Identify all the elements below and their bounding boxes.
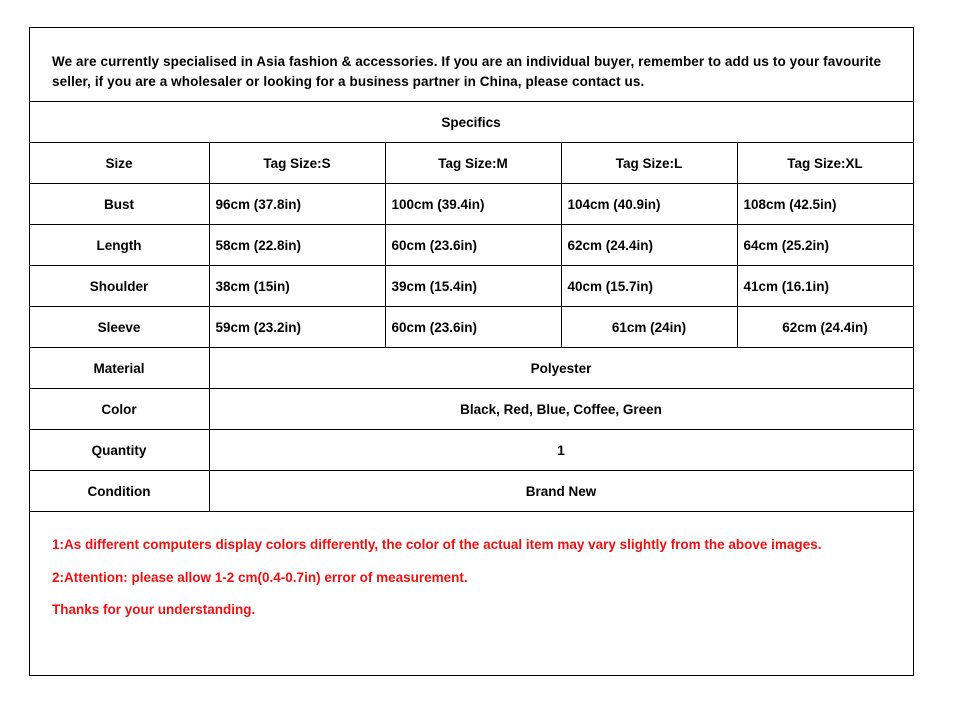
header-size-m: Tag Size:M <box>385 143 561 184</box>
notes-section <box>30 512 913 617</box>
row-label-sleeve: Sleeve <box>29 307 209 348</box>
length-l: 62cm (24.4in) <box>561 225 737 266</box>
intro-paragraph: We are currently specialised in Asia fashion & accessories. If you are an individual buyer, remember to add us to your favourite seller, if you are a wholesaler or looking for a business partner in China, please contact us. <box>52 54 882 89</box>
length-xl: 64cm (25.2in) <box>737 225 913 266</box>
row-label-condition: Condition <box>29 471 209 512</box>
row-label-length: Length <box>29 225 209 266</box>
sleeve-m: 60cm (23.6in) <box>385 307 561 348</box>
row-label-quantity: Quantity <box>29 430 209 471</box>
shoulder-l: 40cm (15.7in) <box>561 266 737 307</box>
row-label-color: Color <box>29 389 209 430</box>
row-label-bust: Bust <box>29 184 209 225</box>
table-row <box>29 348 913 389</box>
quantity-value: 1 <box>209 430 913 471</box>
header-size-l: Tag Size:L <box>561 143 737 184</box>
header-size-xl: Tag Size:XL <box>737 143 913 184</box>
sleeve-l: 61cm (24in) <box>561 307 737 348</box>
header-size-s: Tag Size:S <box>209 143 385 184</box>
note-measurement-tolerance: 2:Attention: please allow 1-2 cm(0.4-0.7in) error of measurement. <box>52 569 468 585</box>
shoulder-m: 39cm (15.4in) <box>385 266 561 307</box>
table-row <box>29 225 913 266</box>
bust-s: 96cm (37.8in) <box>209 184 385 225</box>
note-thanks: Thanks for your understanding. <box>52 602 256 618</box>
sleeve-s: 59cm (23.2in) <box>209 307 385 348</box>
sleeve-xl: 62cm (24.4in) <box>737 307 913 348</box>
table-row <box>29 266 913 307</box>
table-row <box>29 307 913 348</box>
row-label-shoulder: Shoulder <box>29 266 209 307</box>
header-size-label: Size <box>29 143 209 184</box>
table-row <box>29 389 913 430</box>
table-row <box>29 184 913 225</box>
shoulder-xl: 41cm (16.1in) <box>737 266 913 307</box>
color-value: Black, Red, Blue, Coffee, Green <box>209 389 913 430</box>
specifics-table <box>29 101 914 512</box>
table-title: Specifics <box>29 102 913 143</box>
table-title-row <box>29 102 913 143</box>
length-m: 60cm (23.6in) <box>385 225 561 266</box>
bust-xl: 108cm (42.5in) <box>737 184 913 225</box>
table-row <box>29 471 913 512</box>
condition-value: Brand New <box>209 471 913 512</box>
row-label-material: Material <box>29 348 209 389</box>
product-details-panel <box>29 27 914 676</box>
table-row <box>29 430 913 471</box>
bust-m: 100cm (39.4in) <box>385 184 561 225</box>
note-color-disclaimer: 1:As different computers display colors differently, the color of the actual item may vary slightly from the above images. <box>52 537 822 553</box>
table-header-row <box>29 143 913 184</box>
shoulder-s: 38cm (15in) <box>209 266 385 307</box>
bust-l: 104cm (40.9in) <box>561 184 737 225</box>
material-value: Polyester <box>209 348 913 389</box>
length-s: 58cm (22.8in) <box>209 225 385 266</box>
